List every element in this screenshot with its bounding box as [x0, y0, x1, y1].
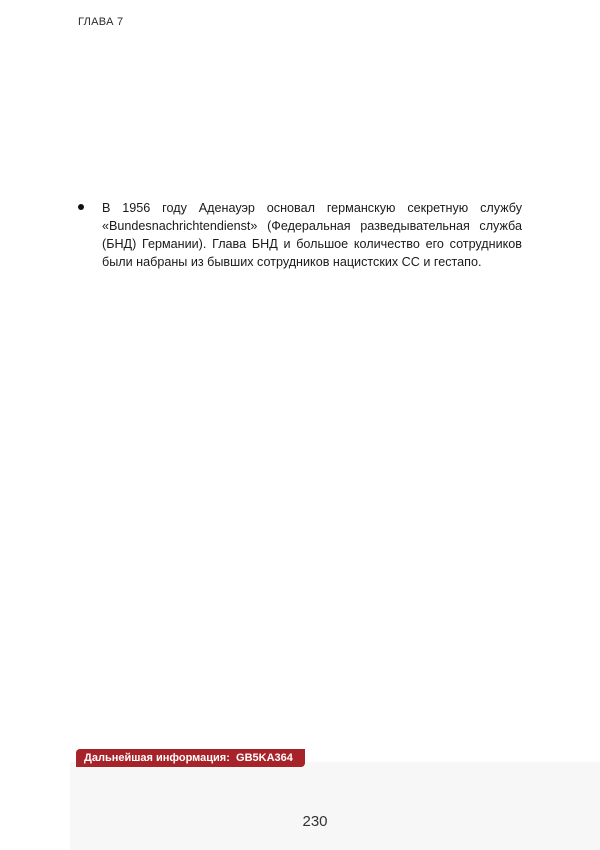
bullet-icon	[78, 204, 84, 210]
info-label: Дальнейшая информация:	[84, 752, 230, 764]
info-code: GB5KA364	[236, 752, 293, 764]
further-info-tag	[76, 749, 305, 767]
paragraph-text: В 1956 году Аденауэр основал германскую секретную службу «Bundesnachrichtendienst» (Федеральная разведывательная служба (БНД) Германии). Глава БНД и большое количество его сотрудников были набраны из бывших сотрудников нацистских СС и гестапо.	[102, 201, 522, 269]
footer-band	[70, 762, 600, 850]
list-item	[78, 199, 522, 271]
page-number: 230	[302, 813, 328, 830]
bullet-list	[78, 199, 522, 271]
running-header: ГЛАВА 7	[78, 16, 124, 28]
